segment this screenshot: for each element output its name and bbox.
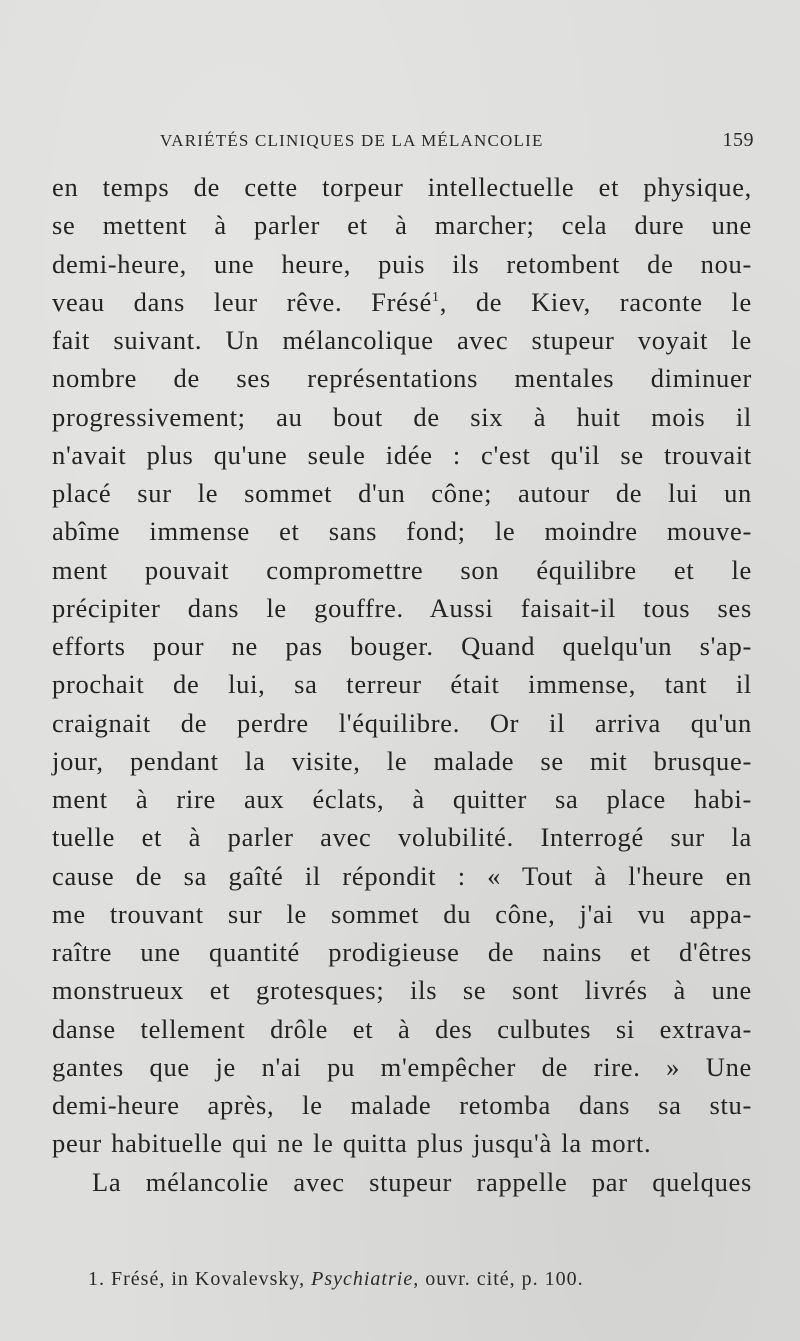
running-title: VARIÉTÉS CLINIQUES DE LA MÉLANCOLIE bbox=[160, 131, 544, 150]
page-number: 159 bbox=[722, 129, 754, 151]
text-line: en temps de cette torpeur intellectuelle et physique, bbox=[52, 172, 752, 202]
text-line: efforts pour ne pas bouger. Quand quelqu'un s'ap- bbox=[52, 631, 752, 661]
text-line-head: veau dans leur rêve. Frésé bbox=[52, 286, 433, 317]
text-line: gantes que je n'ai pu m'empêcher de rire. » Une bbox=[52, 1051, 752, 1082]
paragraph-first-line: La mélancolie avec stupeur rappelle par quelques bbox=[92, 1166, 752, 1197]
text-line: fait suivant. Un mélancolique avec stupeur voyait le bbox=[52, 325, 752, 355]
text-line: danse tellement drôle et à des culbutes si extrava- bbox=[52, 1013, 752, 1044]
text-line: placé sur le sommet d'un cône; autour de lui un bbox=[52, 478, 752, 508]
text-line: raître une quantité prodigieuse de nains et d'êtres bbox=[52, 937, 752, 967]
text-line: se mettent à parler et à marcher; cela dure une bbox=[52, 210, 752, 241]
text-line: monstrueux et grotesques; ils se sont livrés à une bbox=[52, 975, 752, 1006]
text-line: demi-heure après, le malade retomba dans sa stu- bbox=[52, 1090, 752, 1120]
footnote-mark: 1 bbox=[432, 289, 440, 305]
text-line: me trouvant sur le sommet du cône, j'ai vu appa- bbox=[52, 898, 752, 929]
footnote-citation: , ouvr. cité, p. 100. bbox=[413, 1268, 584, 1290]
footnote-work-title: Psychiatrie bbox=[311, 1268, 414, 1290]
text-line: ment pouvait compromettre son équilibre et le bbox=[52, 554, 752, 585]
text-line: peur habituelle qui ne le quitta plus jusqu'à la mort. bbox=[52, 1128, 652, 1159]
text-line bbox=[52, 283, 752, 321]
text-line: précipiter dans le gouffre. Aussi faisait-il tous ses bbox=[52, 592, 752, 623]
text-line: abîme immense et sans fond; le moindre mouve- bbox=[52, 516, 752, 547]
text-line: jour, pendant la visite, le malade se mit brusque- bbox=[52, 745, 752, 776]
text-line: cause de sa gaîté il répondit : « Tout à l'heure en bbox=[52, 860, 752, 891]
text-line: n'avait plus qu'une seule idée : c'est qu'il se trouvait bbox=[52, 439, 752, 470]
footnote-number: 1. bbox=[88, 1268, 105, 1290]
footnote-author: Frésé, in Kovalevsky, bbox=[111, 1268, 306, 1290]
text-line: tuelle et à parler avec volubilité. Interrogé sur la bbox=[52, 822, 752, 853]
text-line: demi-heure, une heure, puis ils retombent de nou- bbox=[52, 248, 752, 279]
text-line-tail: , de Kiev, raconte le bbox=[439, 286, 752, 317]
text-line: nombre de ses représentations mentales diminuer bbox=[52, 363, 752, 394]
text-line: prochait de lui, sa terreur était immense, tant il bbox=[52, 669, 752, 700]
footnote bbox=[88, 1268, 738, 1291]
body-text bbox=[52, 168, 752, 1201]
running-head bbox=[160, 131, 754, 157]
text-line: craignait de perdre l'équilibre. Or il arriva qu'un bbox=[52, 707, 752, 738]
text-line: ment à rire aux éclats, à quitter sa place habi- bbox=[52, 784, 752, 814]
text-line: progressivement; au bout de six à huit mois il bbox=[52, 401, 752, 432]
